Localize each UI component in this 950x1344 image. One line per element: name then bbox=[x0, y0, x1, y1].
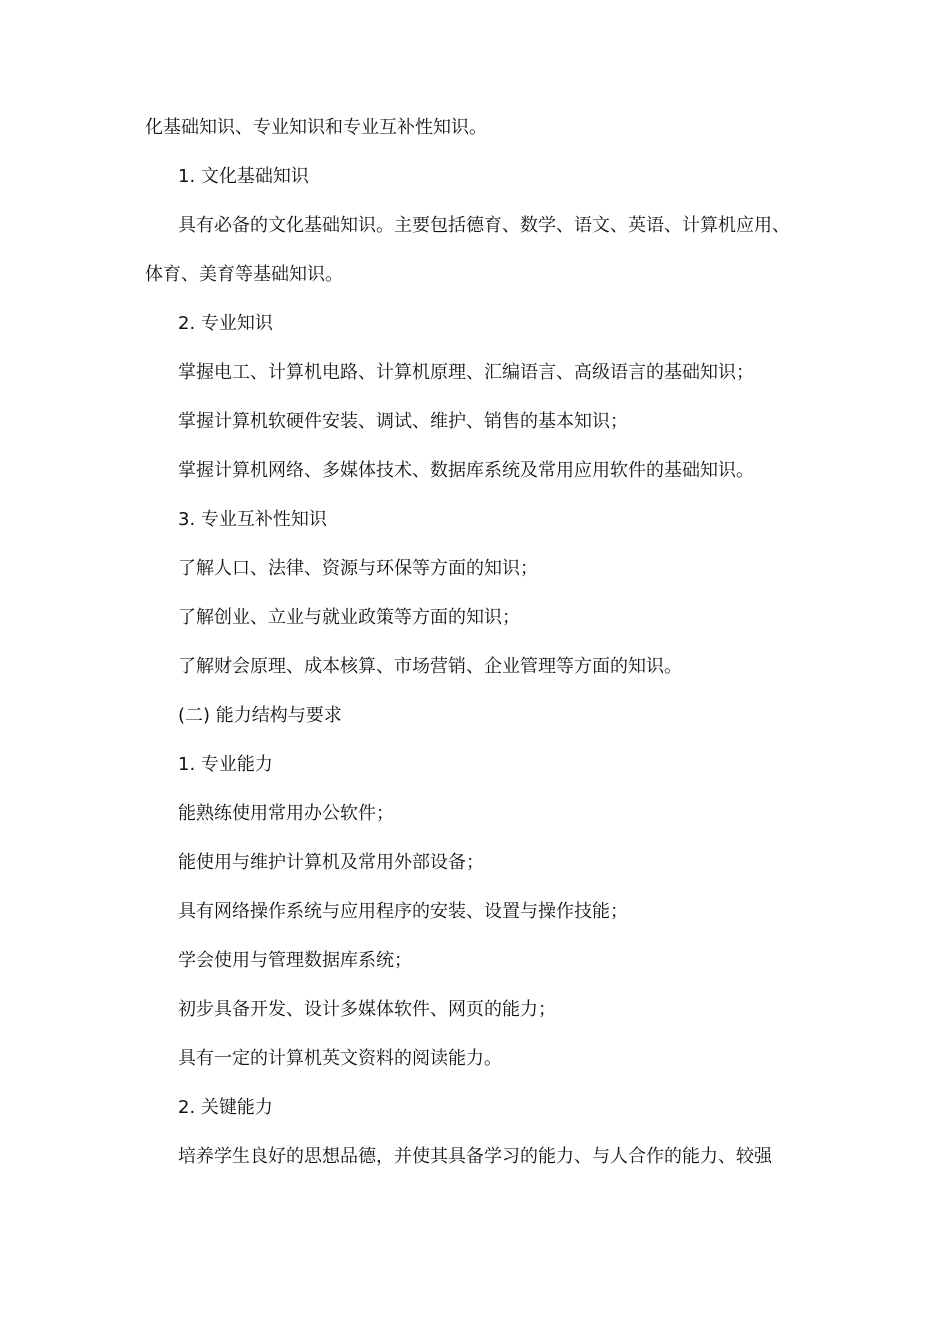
paragraph-line: 培养学生良好的思想品德，并使其具备学习的能力、与人合作的能力、较强 bbox=[178, 1146, 772, 1167]
list-item: 具有一定的计算机英文资料的阅读能力。 bbox=[178, 1048, 502, 1069]
heading-complementary-knowledge: 3. 专业互补性知识 bbox=[178, 509, 327, 530]
paragraph-line: 具有必备的文化基础知识。主要包括德育、数学、语文、英语、计算机应用、 bbox=[178, 215, 790, 236]
heading-culture-knowledge: 1. 文化基础知识 bbox=[178, 166, 309, 187]
list-item: 学会使用与管理数据库系统； bbox=[178, 950, 412, 971]
list-item: 初步具备开发、设计多媒体软件、网页的能力； bbox=[178, 999, 556, 1020]
list-item: 了解人口、法律、资源与环保等方面的知识； bbox=[178, 558, 538, 579]
list-item: 了解创业、立业与就业政策等方面的知识； bbox=[178, 607, 520, 628]
heading-ability-structure: (二) 能力结构与要求 bbox=[178, 705, 342, 726]
list-item: 能熟练使用常用办公软件； bbox=[178, 803, 394, 824]
heading-key-ability: 2. 关键能力 bbox=[178, 1097, 273, 1118]
heading-professional-ability: 1. 专业能力 bbox=[178, 754, 273, 775]
heading-professional-knowledge: 2. 专业知识 bbox=[178, 313, 273, 334]
list-item: 掌握计算机网络、多媒体技术、数据库系统及常用应用软件的基础知识。 bbox=[178, 460, 754, 481]
list-item: 了解财会原理、成本核算、市场营销、企业管理等方面的知识。 bbox=[178, 656, 682, 677]
list-item: 具有网络操作系统与应用程序的安装、设置与操作技能； bbox=[178, 901, 628, 922]
list-item: 能使用与维护计算机及常用外部设备； bbox=[178, 852, 484, 873]
list-item: 掌握计算机软硬件安装、调试、维护、销售的基本知识； bbox=[178, 411, 628, 432]
paragraph-continuation: 化基础知识、专业知识和专业互补性知识。 bbox=[145, 117, 487, 138]
list-item: 掌握电工、计算机电路、计算机原理、汇编语言、高级语言的基础知识； bbox=[178, 362, 754, 383]
paragraph-line: 体育、美育等基础知识。 bbox=[145, 264, 343, 285]
